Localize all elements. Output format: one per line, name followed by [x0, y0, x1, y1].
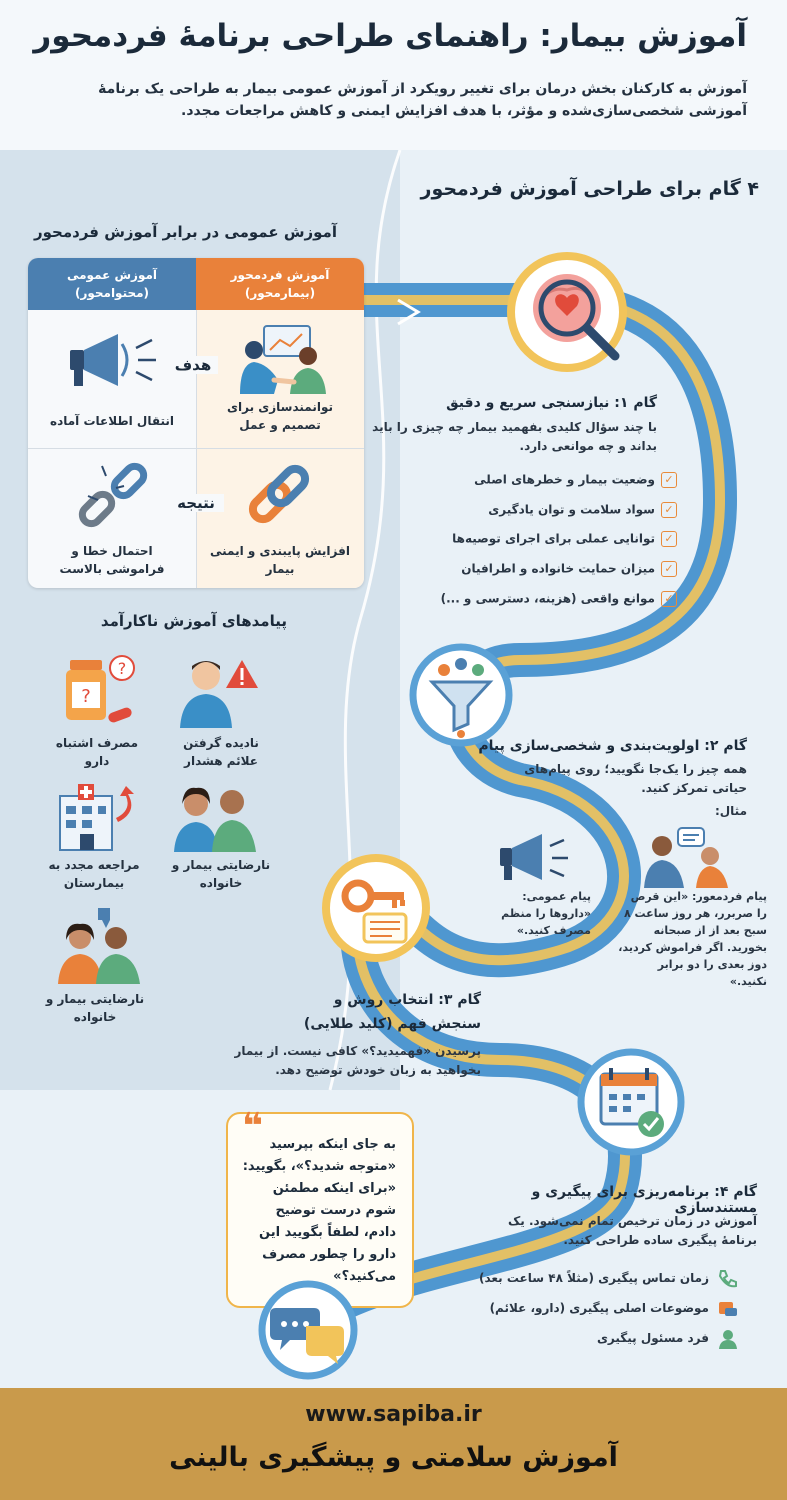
- consequence-5: نارضایتی بیمار و خانواده: [45, 992, 145, 1024]
- step1-title: گام ۱: نیازسنجی سریع و دقیق: [446, 395, 657, 411]
- step1-check-2: ✓سواد سلامت و توان یادگیری: [488, 502, 677, 518]
- page-title: آموزش بیمار: راهنمای طراحی برنامهٔ فردمحور: [33, 18, 747, 54]
- steps-title: ۴ گام برای طراحی آموزش فردمحور: [420, 178, 759, 200]
- person-icon: [717, 1328, 739, 1350]
- check-icon: ✓: [661, 591, 677, 607]
- followup-item-2: موضوعات اصلی پیگیری (دارو، علائم): [489, 1301, 709, 1315]
- general-message-megaphone-icon: [498, 830, 570, 886]
- patient-centered-talk-icon: [640, 826, 736, 888]
- goal-patient-text: توانمندسازی برای تصمیم و عمل: [227, 400, 333, 432]
- consequence-4: مراجعه مجدد به بیمارستان: [48, 858, 140, 890]
- pill-bottle-icon: [60, 652, 140, 728]
- thumbs-down-family-icon: [56, 904, 142, 984]
- quote-text: به جای اینکه بپرسید «متوجه شدید؟»، بگویید: «برای اینکه مطمئن شوم درست توضیح دادم، لطفاً بگویید این دارو را چطور مصرف می‌کنید؟»: [242, 1137, 396, 1284]
- column-general: آموزش عمومی (محتوامحور): [28, 258, 196, 310]
- step1-body: با چند سؤال کلیدی بفهمید بیمار چه چیزی را باید بداند و چه موانعی دارد.: [372, 420, 657, 453]
- step1-check-5: ✓موانع واقعی (هزینه، دسترسی و ...): [441, 591, 677, 607]
- consequence-2: مصرف اشتباه دارو: [55, 736, 139, 768]
- check-icon: ✓: [661, 502, 677, 518]
- step2-funnel-icon: [406, 640, 516, 750]
- goal-general-text: انتقال اطلاعات آماده: [49, 414, 174, 428]
- step4-body: آموزش در زمان ترخیص تمام نمی‌شود. یک برنامهٔ پیگیری ساده طراحی کنید.: [507, 1214, 757, 1247]
- footer-tagline: آموزش سلامتی و پیشگیری بالینی: [169, 1442, 618, 1473]
- general-message: پیام عمومی: «داروها را منظم مصرف کنید.»: [501, 890, 591, 937]
- broken-chain-icon: [76, 460, 150, 534]
- step1-check-1: ✓وضعیت بیمار و خطرهای اصلی: [474, 472, 677, 488]
- column-patient-centered: آموزش فردمحور (بیمارمحور): [196, 258, 364, 310]
- consequence-1: نادیده گرفتن علائم هشدار: [183, 736, 259, 768]
- linked-chain-icon: [244, 462, 314, 536]
- check-icon: ✓: [661, 531, 677, 547]
- result-general-text: احتمال خطا و فراموشی بالاست: [59, 544, 165, 576]
- step2-body: همه چیز را یک‌جا نگویید؛ روی پیام‌های حیاتی تمرکز کنید.: [524, 762, 747, 795]
- check-icon: ✓: [661, 561, 677, 577]
- consequence-3: نارضایتی بیمار و خانواده: [171, 858, 271, 890]
- comparison-title: آموزش عمومی در برابر آموزش فردمحور: [33, 223, 337, 241]
- quote-mark-icon: ❝: [242, 1106, 264, 1147]
- patient-centered-message: پیام فردمعور: «این قرص را صربرر، هر روز ساعت ۸ سبح بعد از از صبحانه بخورید. اگر فراموش کردید، دوز بعدی را دو برابر نکنید.»: [618, 890, 767, 988]
- row-label-goal: هدف: [168, 356, 218, 374]
- step3-body: پرسیدن «فهمیدید؟» کافی نیست. از بیمار بخواهید به زبان خودش توضیح دهد.: [234, 1044, 481, 1077]
- warning-person-icon: [176, 652, 260, 728]
- svg-text:?: ?: [117, 659, 127, 678]
- step1-check-4: ✓میزان حمایت خانواده و اطرافیان: [461, 561, 677, 577]
- pills-icon: [717, 1298, 739, 1320]
- page-subtitle: آموزش به کارکنان بخش درمان برای تغییر رویکرد از آموزش عمومی بیمار به طراحی یک برنامهٔ آموزشی شخصی‌سازی‌شده و مؤثر، با هدف افزایش ایمنی و کاهش مراجعات مجدد.: [98, 81, 747, 119]
- check-icon: ✓: [661, 472, 677, 488]
- step3-title: گام ۳: انتخاب روش و سنجش فهم (کلید طلایی): [303, 992, 481, 1032]
- result-patient-text: افزایش پایبندی و ایمنی بیمار: [210, 544, 350, 576]
- step3-key-icon: [320, 852, 432, 964]
- footer: [0, 1388, 787, 1500]
- consequences-title: پیامدهای آموزش ناکارآمد: [100, 612, 287, 630]
- header: [0, 0, 787, 150]
- hospital-return-icon: [54, 782, 140, 852]
- footer-website-link[interactable]: www.sapiba.ir: [305, 1402, 482, 1427]
- step2-example-label: مثال:: [714, 804, 747, 818]
- row-label-result: نتیجه: [168, 494, 224, 512]
- teamwork-handshake-icon: [234, 324, 330, 396]
- svg-text:?: ?: [81, 686, 91, 707]
- phone-icon: [717, 1268, 739, 1290]
- step2-title: گام ۲: اولویت‌بندی و شخصی‌سازی پیام: [478, 738, 747, 754]
- followup-item-1: زمان تماس پیگیری (مثلاً ۴۸ ساعت بعد): [478, 1271, 709, 1285]
- step4-calendar-icon: [575, 1046, 687, 1158]
- comparison-table: [28, 258, 364, 588]
- step1-brain-magnifier-icon: [505, 250, 635, 380]
- chat-bubbles-icon: [256, 1278, 360, 1382]
- step1-check-3: ✓توانایی عملی برای اجرای توصیه‌ها: [452, 531, 677, 547]
- column-divider: [196, 310, 197, 588]
- step4-title: گام ۴: برنامه‌ریزی برای پیگیری و مستندسازی: [531, 1184, 757, 1216]
- followup-item-3: فرد مسئول پیگیری: [596, 1331, 709, 1345]
- family-icon: [170, 782, 260, 852]
- megaphone-icon: [66, 330, 158, 392]
